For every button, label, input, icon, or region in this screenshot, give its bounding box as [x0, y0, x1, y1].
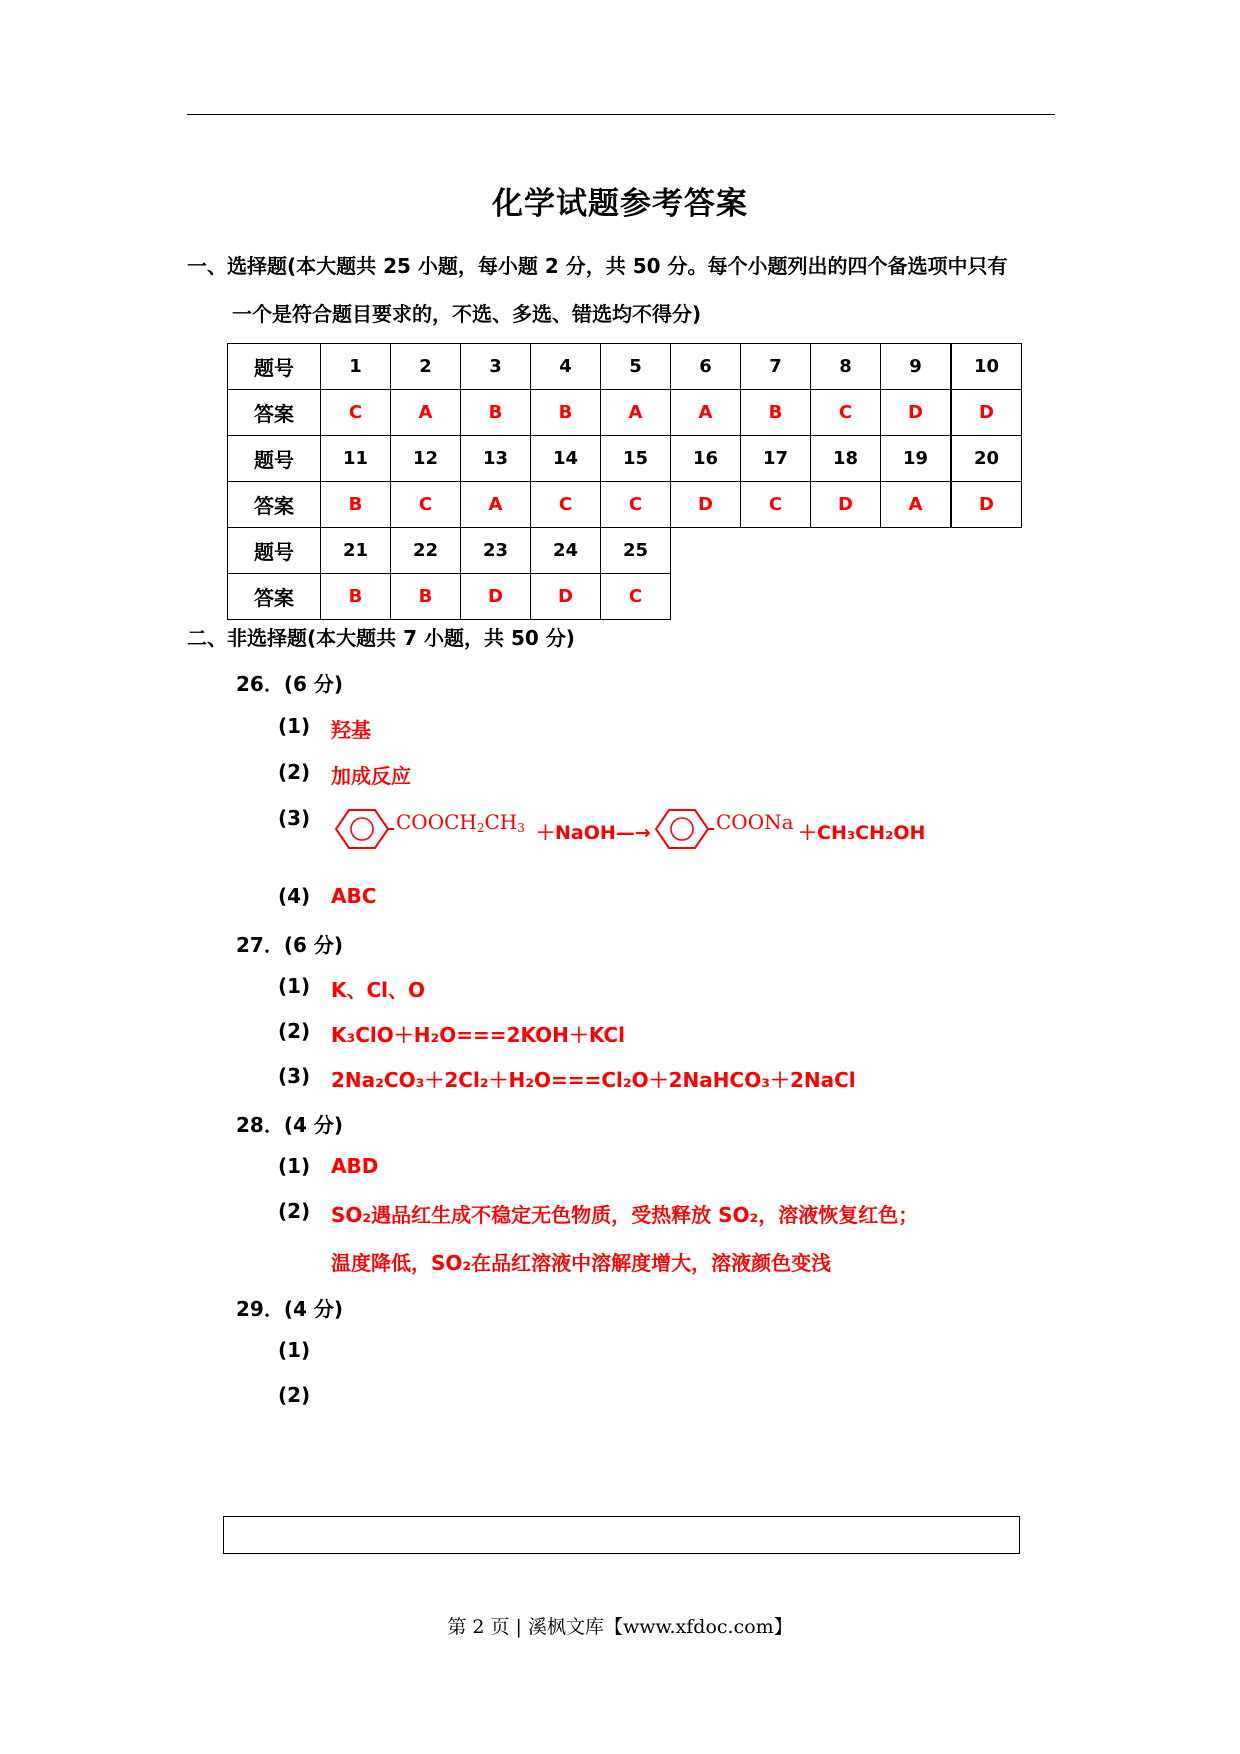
answer-cell: D [881, 390, 952, 436]
answer-cell: C [601, 482, 671, 528]
answer-cell: B [391, 574, 461, 620]
answer-cell: A [671, 390, 741, 436]
q28-part2-answer-line2: 温度降低，SO₂在品红溶液中溶解度增大，溶液颜色变浅 [331, 1251, 832, 1275]
benzene-ring-icon [334, 804, 394, 854]
q26-heading: 26．(6 分) [236, 672, 343, 696]
answer-cell: B [531, 390, 601, 436]
q27-part3-number: (3) [278, 1064, 311, 1088]
table-empty-area [671, 528, 1022, 574]
q28-part2-answer-line1: SO₂遇品红生成不稳定无色物质，受热释放 SO₂，溶液恢复红色； [331, 1203, 919, 1227]
q29-part2-number: (2) [278, 1383, 311, 1407]
answer-cell: C [811, 390, 881, 436]
question-number: 20 [951, 436, 1022, 482]
q27-part2-answer: K₃ClO＋H₂O===2KOH＋KCl [331, 1023, 625, 1047]
question-number: 9 [881, 344, 952, 390]
answer-cell: B [461, 390, 531, 436]
question-number: 2 [391, 344, 461, 390]
question-number: 5 [601, 344, 671, 390]
question-number: 18 [811, 436, 881, 482]
question-number: 4 [531, 344, 601, 390]
question-number: 12 [391, 436, 461, 482]
ester-formula: $COOCH_2CH_3$ [396, 810, 525, 835]
question-number: 21 [321, 528, 391, 574]
table-row [228, 528, 1022, 574]
q26-part4-answer: ABC [331, 884, 377, 908]
question-number: 10 [951, 344, 1022, 390]
section1-heading-line2: 一个是符合题目要求的，不选、多选、错选均不得分) [232, 302, 702, 326]
section2-heading: 二、非选择题(本大题共 7 小题，共 50 分) [187, 626, 575, 650]
q26-part1-number: (1) [278, 714, 311, 738]
answer-cell: B [321, 482, 391, 528]
answer-cell: D [951, 482, 1022, 528]
empty-box [223, 1516, 1020, 1554]
q26-part2-answer: 加成反应 [331, 764, 411, 788]
question-number: 24 [531, 528, 601, 574]
q28-part2-number: (2) [278, 1199, 311, 1223]
question-number: 22 [391, 528, 461, 574]
benzene-ring-icon [654, 804, 714, 854]
question-number: 23 [461, 528, 531, 574]
table-row [228, 390, 1022, 436]
answer-cell: D [811, 482, 881, 528]
q28-part1-answer: ABD [331, 1154, 379, 1178]
question-number: 16 [671, 436, 741, 482]
q26-part4-number: (4) [278, 884, 311, 908]
table-row [228, 344, 1022, 390]
answer-cell: A [601, 390, 671, 436]
q26-part3-number: (3) [278, 806, 311, 830]
section1-heading-line1: 一、选择题(本大题共 25 小题，每小题 2 分，共 50 分。每个小题列出的四个备选项中只有 [187, 254, 1008, 278]
question-number: 15 [601, 436, 671, 482]
q26-part2-number: (2) [278, 760, 311, 784]
answer-cell: C [531, 482, 601, 528]
row-header-question: 题号 [228, 528, 321, 574]
q27-part1-answer: K、Cl、O [331, 978, 426, 1002]
row-header-question: 题号 [228, 436, 321, 482]
answer-cell: C [741, 482, 811, 528]
question-number: 25 [601, 528, 671, 574]
question-number: 14 [531, 436, 601, 482]
top-rule [187, 114, 1055, 115]
row-header-question: 题号 [228, 344, 321, 390]
answer-cell: D [951, 390, 1022, 436]
question-number: 13 [461, 436, 531, 482]
answer-cell: C [321, 390, 391, 436]
answer-cell: A [461, 482, 531, 528]
answer-cell: A [881, 482, 952, 528]
q29-heading: 29．(4 分) [236, 1297, 343, 1321]
answer-cell: B [741, 390, 811, 436]
answer-cell: D [671, 482, 741, 528]
question-number: 3 [461, 344, 531, 390]
ethanol-product: ＋CH₃CH₂OH [798, 822, 926, 844]
answer-cell: D [531, 574, 601, 620]
q28-part1-number: (1) [278, 1154, 311, 1178]
page-footer: 第 2 页 | 溪枫文库【www.xfdoc.com】 [447, 1616, 793, 1638]
q27-part2-number: (2) [278, 1019, 311, 1043]
question-number: 8 [811, 344, 881, 390]
answer-cell: A [391, 390, 461, 436]
question-number: 7 [741, 344, 811, 390]
q27-part3-answer: 2Na₂CO₃＋2Cl₂＋H₂O===Cl₂O＋2NaHCO₃＋2NaCl [331, 1068, 856, 1092]
table-row [228, 574, 1022, 620]
table-empty-area [671, 574, 1022, 620]
q26-part3-equation [334, 804, 954, 854]
sodium-salt-formula: COONa [716, 810, 794, 834]
row-header-answer: 答案 [228, 482, 321, 528]
table-row [228, 436, 1022, 482]
question-number: 1 [321, 344, 391, 390]
answer-cell: D [461, 574, 531, 620]
q29-part1-number: (1) [278, 1338, 311, 1362]
answer-cell: C [391, 482, 461, 528]
answer-cell: B [321, 574, 391, 620]
answer-cell: C [601, 574, 671, 620]
question-number: 17 [741, 436, 811, 482]
table-row [228, 482, 1022, 528]
row-header-answer: 答案 [228, 574, 321, 620]
row-header-answer: 答案 [228, 390, 321, 436]
q27-part1-number: (1) [278, 974, 311, 998]
question-number: 6 [671, 344, 741, 390]
page-title: 化学试题参考答案 [492, 186, 748, 222]
q26-part1-answer: 羟基 [331, 718, 371, 742]
reagent-naoh: ＋NaOH—→ [536, 822, 651, 844]
question-number: 19 [881, 436, 952, 482]
q28-heading: 28．(4 分) [236, 1113, 343, 1137]
q27-heading: 27．(6 分) [236, 933, 343, 957]
answer-table [227, 343, 1022, 620]
question-number: 11 [321, 436, 391, 482]
